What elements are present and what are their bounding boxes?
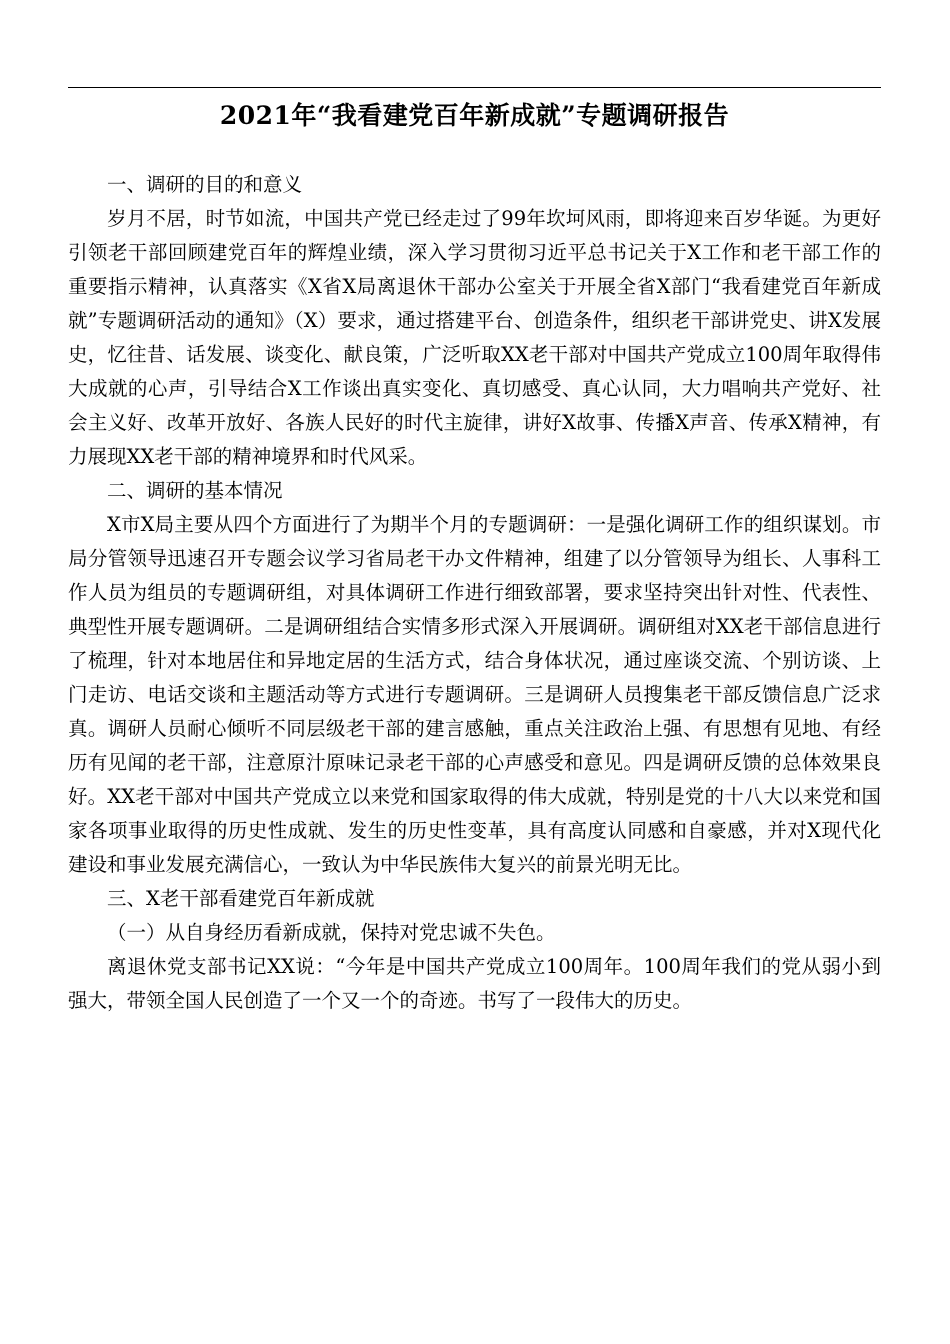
section-heading: 一、调研的目的和意义	[107, 173, 303, 196]
document-title: 2021年“我看建党百年新成就”专题调研报告	[219, 101, 730, 130]
section-heading: 二、调研的基本情况	[107, 479, 283, 502]
subsection-heading: （一）从自身经历看新成就，保持对党忠诚不失色。	[107, 921, 556, 944]
section-heading: 三、X老干部看建党百年新成就	[107, 887, 375, 910]
paragraph: 岁月不居，时节如流，中国共产党已经走过了99年坎坷风雨，即将迎来百岁华诞。为更好引领老干部回顾建党百年的辉煌业绩，深入学习贯彻习近平总书记关于X工作和老干部工作的重要指示精神，认真落实《X省X局离退休干部办公室关于开展全省X部门“我看建党百年新成就”专题调研活动的通知》（X）要求，通过搭建平台、创造条件，组织老干部讲党史、讲X发展史，忆往昔、话发展、谈变化、献良策，广泛听取XX老干部对中国共产党成立100周年取得伟大成就的心声，引导结合X工作谈出真实变化、真切感受、真心认同，大力唱响共产党好、社会主义好、改革开放好、各族人民好的时代主旋律，讲好X故事、传播X声音、传承X精神，有力展现XX老干部的精神境界和时代风采。	[68, 207, 881, 468]
document-body	[68, 168, 881, 1018]
header-rule	[68, 87, 881, 88]
paragraph: 离退休党支部书记XX说：“今年是中国共产党成立100周年。100周年我们的党从弱小到强大，带领全国人民创造了一个又一个的奇迹。书写了一段伟大的历史。	[68, 955, 881, 1012]
paragraph: X市X局主要从四个方面进行了为期半个月的专题调研：一是强化调研工作的组织谋划。市局分管领导迅速召开专题会议学习省局老干办文件精神，组建了以分管领导为组长、人事科工作人员为组员的专题调研组，对具体调研工作进行细致部署，要求坚持突出针对性、代表性、典型性开展专题调研。二是调研组结合实情多形式深入开展调研。调研组对XX老干部信息进行了梳理，针对本地居住和异地定居的生活方式，结合身体状况，通过座谈交流、个别访谈、上门走访、电话交谈和主题活动等方式进行专题调研。三是调研人员搜集老干部反馈信息广泛求真。调研人员耐心倾听不同层级老干部的建言感触，重点关注政治上强、有思想有见地、有经历有见闻的老干部，注意原汁原味记录老干部的心声感受和意见。四是调研反馈的总体效果良好。XX老干部对中国共产党成立以来党和国家取得的伟大成就，特别是党的十八大以来党和国家各项事业取得的历史性成就、发生的历史性变革，具有高度认同感和自豪感，并对X现代化建设和事业发展充满信心，一致认为中华民族伟大复兴的前景光明无比。	[68, 513, 881, 876]
